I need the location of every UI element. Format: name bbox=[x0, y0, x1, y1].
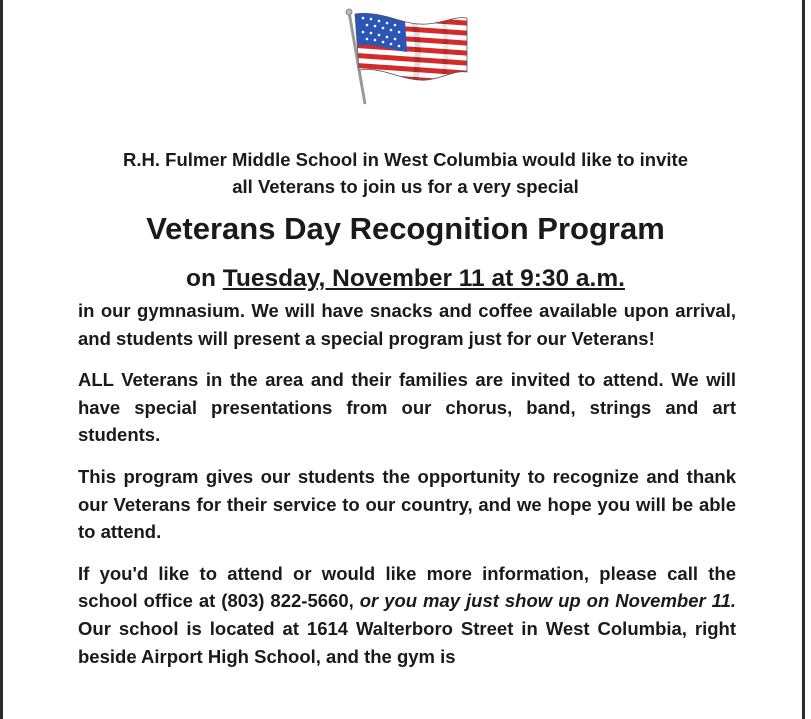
paragraph-invitees: ALL Veterans in the area and their families are invited to attend. We will have special presentations from our chorus, band, strings and art students. bbox=[78, 369, 736, 446]
event-date bbox=[3, 262, 808, 296]
contact-text-italic: or you may just show up on November 11. bbox=[359, 590, 736, 612]
date-prefix: on bbox=[186, 265, 223, 292]
date-value: Tuesday, November 11 at 9:30 a.m. bbox=[222, 265, 625, 292]
paragraph-contact bbox=[78, 560, 736, 670]
paragraph-purpose: This program gives our students the opportunity to recognize and thank our Veterans for their service to our country, and we hope you will be able to attend. bbox=[78, 465, 736, 543]
invitation-line-1: R.H. Fulmer Middle School in West Columbia would like to invite bbox=[123, 149, 688, 170]
program-title: Veterans Day Recognition Program bbox=[146, 211, 665, 246]
american-flag-icon bbox=[343, 8, 473, 112]
contact-text-end: Our school is located at 1614 Walterboro Street in West Columbia, right beside Airport High School, and the gym is bbox=[78, 617, 736, 667]
body-text bbox=[78, 297, 736, 684]
invitation-text bbox=[3, 146, 808, 200]
contact-text-start: If you'd like to attend or would like more information, please call the school office at (803) 822-5660, bbox=[78, 562, 736, 612]
paragraph-location: in our gymnasium. We will have snacks and coffee available upon arrival, and students will present a special program just for our Veterans! bbox=[78, 300, 736, 349]
invitation-line-2: all Veterans to join us for a very special bbox=[232, 176, 579, 197]
